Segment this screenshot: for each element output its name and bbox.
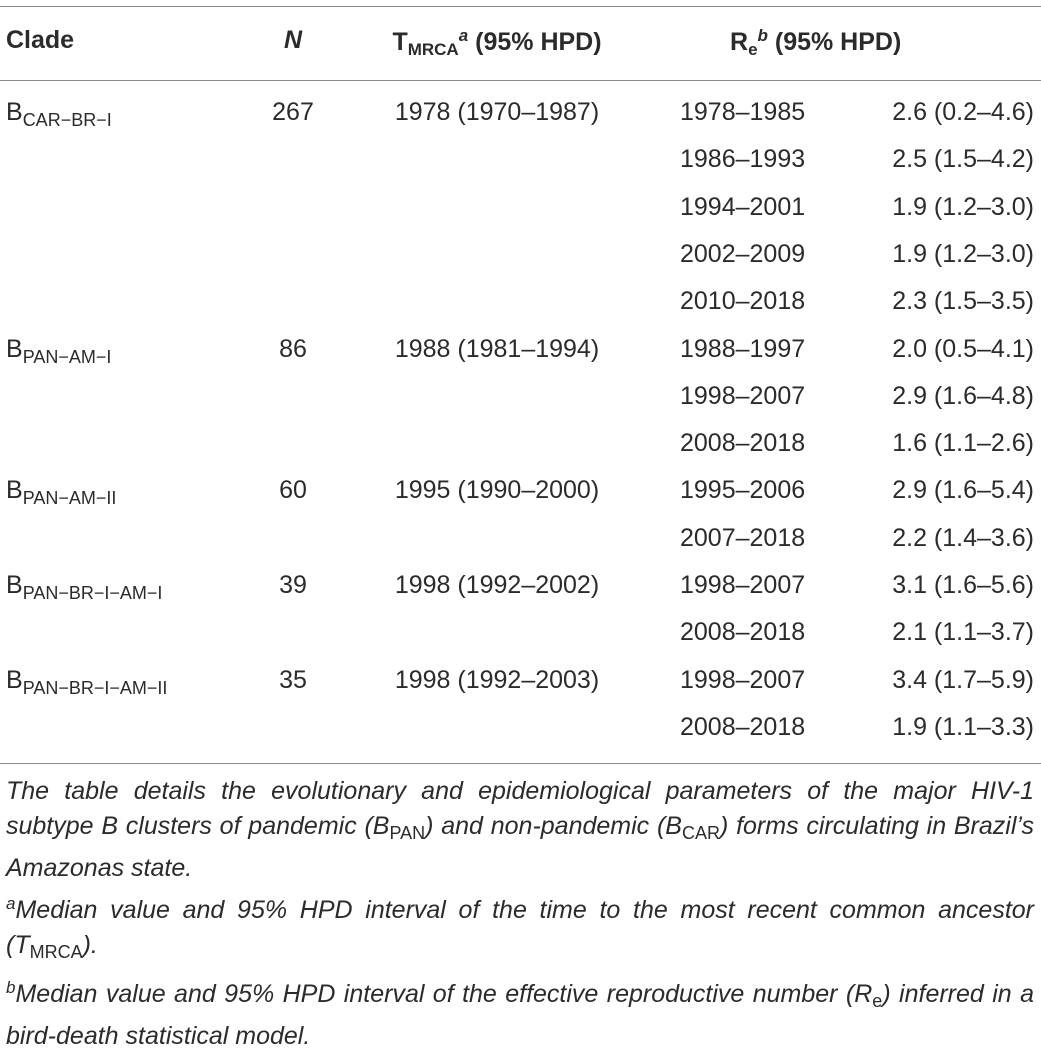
clade-tmrca: 1998 (1992–2003)	[394, 665, 600, 694]
re-period: 1998–2007	[680, 571, 806, 599]
clade-name: $B_{PAN-AM-II}$	[6, 476, 117, 509]
re-period: 1994–2001	[680, 192, 806, 221]
footnote-b: $^b$Median value and 95% HPD interval of the effective reproductive number $(R_e)$ inferred in a bird-death statistical model.	[6, 978, 1034, 1050]
clade-tmrca: 1998 (1992–2002)	[394, 571, 600, 599]
re-period: 1986–1993	[680, 145, 806, 174]
clade-name: $B_{PAN-BR-I-AM-II}$	[6, 665, 168, 698]
re-period: 2008–2018	[680, 618, 806, 647]
header-tmrca: $T_{MRCA}^a$ (95% HPD)	[392, 26, 602, 59]
re-value: 2.1 (1.1–3.7)	[892, 618, 1034, 647]
re-value: 2.6 (0.2–4.6)	[892, 98, 1034, 126]
clade-n: 86	[279, 334, 307, 363]
footnote-main: The table details the evolutionary and epidemiological parameters of the major HIV-1 subtype B clusters of pandemic $(B_{PAN})$ and non-pandemic $(B_{CAR})$ forms circulating in Brazil’s Amazonas state.	[6, 777, 1034, 882]
header-n: N	[283, 26, 303, 54]
re-value: 2.5 (1.5–4.2)	[892, 145, 1034, 174]
clade-n: 39	[279, 571, 307, 599]
clade-name: $B_{PAN-AM-I}$	[6, 334, 112, 367]
header-clade: Clade	[6, 26, 75, 54]
re-value: 1.9 (1.1–3.3)	[892, 712, 1034, 741]
table-top-rule	[0, 6, 1041, 7]
clade-tmrca: 1978 (1970–1987)	[394, 98, 600, 126]
re-value: 2.0 (0.5–4.1)	[892, 334, 1034, 363]
re-period: 1988–1997	[680, 334, 806, 363]
clade-n: 35	[279, 665, 307, 694]
re-value: 2.9 (1.6–5.4)	[892, 476, 1034, 505]
re-value: 3.4 (1.7–5.9)	[892, 665, 1034, 694]
footnote-a: $^a$Median value and 95% HPD interval of the time to the most recent common ancestor $(T_{MRCA})$.	[6, 894, 1034, 962]
re-period: 1978–1985	[680, 98, 806, 126]
re-period: 2007–2018	[680, 523, 806, 552]
re-value: 2.3 (1.5–3.5)	[892, 287, 1034, 316]
re-period: 1998–2007	[680, 381, 806, 410]
re-period: 2010–2018	[680, 287, 806, 316]
clade-tmrca: 1995 (1990–2000)	[394, 476, 600, 505]
table-footnotes	[6, 774, 1034, 1054]
header-rule	[0, 80, 1041, 81]
re-period: 2008–2018	[680, 712, 806, 741]
re-value: 2.9 (1.6–4.8)	[892, 381, 1034, 410]
table-bottom-rule	[0, 763, 1041, 764]
re-value: 1.6 (1.1–2.6)	[892, 429, 1034, 458]
re-period: 1995–2006	[680, 476, 806, 505]
re-value: 1.9 (1.2–3.0)	[892, 239, 1034, 268]
re-value: 1.9 (1.2–3.0)	[892, 192, 1034, 221]
clade-name: $B_{PAN-BR-I-AM-I}$	[6, 571, 163, 603]
re-period: 1998–2007	[680, 665, 806, 694]
clade-name: $B_{CAR-BR-I}$	[6, 98, 112, 130]
re-period: 2008–2018	[680, 429, 806, 458]
header-re: $R_e^b$ (95% HPD)	[730, 26, 902, 59]
clade-n: 267	[272, 98, 314, 126]
clade-n: 60	[279, 476, 307, 505]
re-value: 3.1 (1.6–5.6)	[892, 571, 1034, 599]
re-period: 2002–2009	[680, 239, 806, 268]
clade-tmrca: 1988 (1981–1994)	[394, 334, 600, 363]
re-value: 2.2 (1.4–3.6)	[892, 523, 1034, 552]
